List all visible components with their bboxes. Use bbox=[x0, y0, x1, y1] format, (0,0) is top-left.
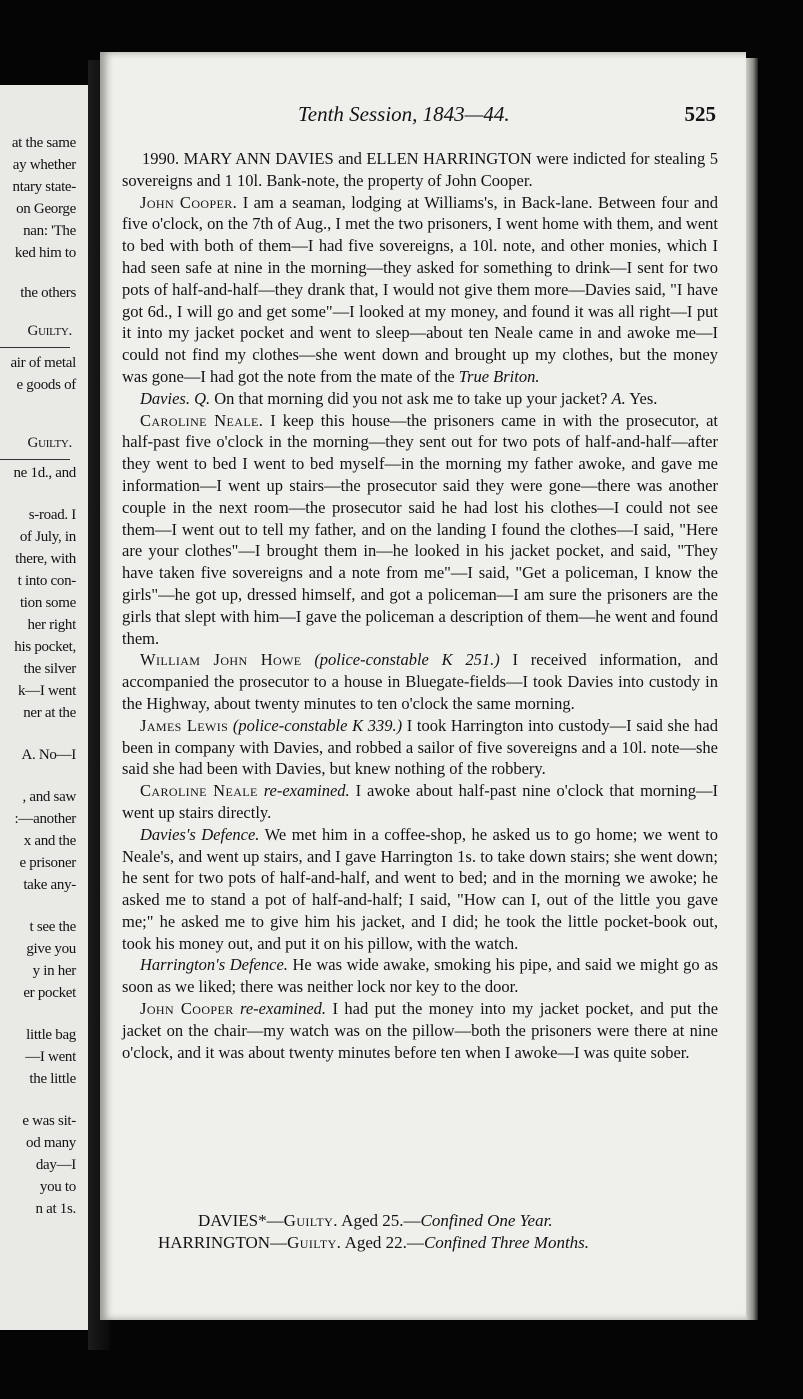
left-page-line: Guilty. bbox=[27, 323, 72, 339]
speaker-name: Davies. bbox=[140, 388, 190, 408]
left-page-line: the others bbox=[20, 285, 76, 301]
indictment-paragraph bbox=[122, 148, 718, 192]
left-page-line: s-road. I bbox=[28, 507, 76, 523]
speaker-role: re-examined. bbox=[263, 781, 350, 801]
left-page-line: x and the bbox=[23, 833, 76, 849]
defendant-name: HARRINGTON— bbox=[158, 1233, 288, 1252]
left-page-line: the silver bbox=[23, 661, 76, 677]
left-page-line: t see the bbox=[29, 919, 76, 935]
page-number: 525 bbox=[684, 102, 716, 126]
ship-name: True Briton. bbox=[458, 366, 540, 386]
defence-heading: Davies's Defence. bbox=[140, 824, 260, 844]
left-page-line: day—I bbox=[35, 1157, 76, 1173]
left-page-line: e goods of bbox=[16, 377, 76, 393]
speaker-name: William John Howe bbox=[140, 650, 302, 670]
left-page-line: ntary state- bbox=[12, 179, 76, 195]
left-page-line: —I went bbox=[25, 1049, 76, 1065]
defence-harrington bbox=[122, 954, 718, 998]
left-page-line: take any- bbox=[23, 877, 76, 893]
left-page-line: tion some bbox=[19, 595, 76, 611]
speaker-name: James Lewis bbox=[140, 715, 229, 735]
left-page-rule bbox=[0, 459, 70, 460]
testimony-cooper-reexamined bbox=[122, 998, 718, 1063]
indictment-text: were indicted for stealing 5 sovereigns and 1 10l. Bank-note, the property of John Cooper. bbox=[122, 149, 718, 190]
left-page-line: at the same bbox=[11, 135, 76, 151]
testimony-john-cooper bbox=[122, 192, 718, 388]
speaker-name: Caroline Neale. bbox=[140, 410, 264, 430]
testimony-text: I received information, and accompanied the prosecutor to a house in Bluegate-fields—I took Davies into custody in the Highway, about twenty minutes to ten o'clock the same morning. bbox=[122, 650, 719, 713]
left-page-line: the little bbox=[29, 1071, 76, 1087]
left-page-line: on George bbox=[16, 201, 76, 217]
speaker-role: re-examined. bbox=[240, 999, 327, 1019]
left-page-line: , and saw bbox=[22, 789, 76, 805]
testimony-text: I keep this house—the prisoners came in with the prosecutor, at half-past five o'clock in the morning—they sent out for two pots of half-and-half—after they went to bed I went to bed myself—in the morning my father awoke, and gave me information—I went up stairs—the prosecutor said they were gone—there was another couple in the next room—the prosecutor said he had lost his clothes—I could not see them—I went out to tell my father, and on the landing I found the clothes—I said, "Here are your clothes"—I brought them in—he looked in his jacket pocket, and said, "They have taken five sovereigns and a note from me"—I said, "Get a policeman, I know the girls"—he got up, dressed himself, and got a policeman—I am sure the prisoners are the girls that slept with him—I gave the policeman a description of them—he went and found them. bbox=[122, 410, 718, 648]
left-page-line: ne 1d., and bbox=[13, 465, 76, 481]
left-page-line: er pocket bbox=[23, 985, 76, 1001]
speaker-name: Caroline Neale bbox=[140, 781, 258, 801]
left-page-line: y in her bbox=[32, 963, 76, 979]
left-page-line: k—I went bbox=[17, 683, 76, 699]
left-page-line: Guilty. bbox=[27, 435, 72, 451]
left-page-line: A. No—I bbox=[21, 747, 76, 763]
left-page-line: air of metal bbox=[10, 355, 76, 371]
left-page-line: ay whether bbox=[12, 157, 76, 173]
left-page-line: of July, in bbox=[19, 529, 76, 545]
left-page-rule bbox=[0, 347, 70, 348]
question-text: On that morning did you not ask me to take up your jacket? bbox=[214, 388, 608, 408]
left-page-line: nan: 'The bbox=[23, 223, 76, 239]
sentence: Confined One Year. bbox=[420, 1211, 553, 1230]
testimony-text: I had put the money into my jacket pocket, and put the jacket on the chair—my watch was on the pillow—both the prisoners were there at nine o'clock, and it was about twenty minutes before ten when I awoke—I was quite sober. bbox=[122, 999, 719, 1062]
defendant-name: DAVIES*— bbox=[198, 1211, 284, 1230]
sentence: Confined Three Months. bbox=[423, 1233, 590, 1252]
testimony-william-howe bbox=[122, 649, 718, 714]
speaker-role: (police-constable K 339.) bbox=[232, 715, 403, 735]
defence-text: He was wide awake, smoking his pipe, and said we might go as soon as we liked; there was neither lock nor key to the door. bbox=[122, 955, 718, 997]
verdict-davies bbox=[198, 1210, 553, 1231]
left-page-line: give you bbox=[26, 941, 76, 957]
left-page-line: you to bbox=[39, 1179, 76, 1195]
left-page-line: od many bbox=[26, 1135, 76, 1151]
answer-text: Yes. bbox=[629, 388, 658, 408]
running-header bbox=[100, 102, 746, 128]
left-page-line: e was sit- bbox=[22, 1113, 76, 1129]
question-davies bbox=[122, 388, 718, 410]
left-page-line: her right bbox=[27, 617, 76, 633]
verdict-word: Guilty. bbox=[283, 1211, 338, 1230]
testimony-neale-reexamined bbox=[122, 780, 718, 824]
defendant-age: Aged 22.— bbox=[344, 1233, 424, 1252]
testimony-text: I awoke about half-past nine o'clock that morning—I went up stairs directly. bbox=[122, 781, 718, 822]
left-page-line: t into con- bbox=[17, 573, 76, 589]
left-page-line: little bag bbox=[26, 1027, 76, 1043]
page-edge bbox=[746, 58, 758, 1320]
left-page-line: there, with bbox=[15, 551, 76, 567]
defence-davies bbox=[122, 824, 718, 955]
defence-text: We met him in a coffee-shop, he asked us to go home; we went to Neale's, and went up stairs, and I gave Harrington 1s. to take down stairs; she went down; he sent for two pots of half-and-half, and went to bed; and in the morning we awoke; he asked me to stand a pot of half-and-half; I said, "How can I, out of the little you gave me;" he asked me to give him his jacket, and I did; he took the little pocket-book out, took his money out, and put it on his pillow, with the watch. bbox=[122, 824, 718, 953]
defendant-names: MARY ANN DAVIES and ELLEN HARRINGTON bbox=[183, 149, 532, 168]
left-page-line: his pocket, bbox=[14, 639, 76, 655]
testimony-text: I am a seaman, lodging at Williams's, in Back-lane. Between four and five o'clock, on the 7th of Aug., I met the two prisoners, I went home with them, and went to bed with both of them—I had five sovereigns, a 10l. note, and other monies, which I had seen safe at nine in the morning—they asked for something to drink—I sent for two pots of half-and-half—they drank that, I would not give them more—Davies said, "I have got 6d., I will go and get some"—I looked at my money, and found it was all right—I put it into my jacket pocket and went to sleep—about ten Neale came in and awoke me—I could not find my clothes—she went down and brought up my clothes, but the money was gone—I had got the note from the mate of the bbox=[122, 192, 718, 386]
case-number: 1990. bbox=[142, 149, 180, 168]
right-page bbox=[100, 52, 746, 1320]
question-marker: Q. bbox=[194, 388, 211, 408]
verdict-harrington bbox=[158, 1232, 589, 1253]
defendant-age: Aged 25.— bbox=[341, 1211, 421, 1230]
session-title: Tenth Session, 1843—44. bbox=[298, 102, 510, 126]
left-page-line: ked him to bbox=[14, 245, 76, 261]
speaker-role: (police-constable K 251.) bbox=[314, 650, 500, 670]
verdict-word: Guilty. bbox=[287, 1233, 342, 1252]
answer-marker: A. bbox=[611, 388, 626, 408]
left-page-fragment bbox=[0, 85, 91, 1330]
defence-heading: Harrington's Defence. bbox=[140, 955, 288, 975]
left-page-line: e prisoner bbox=[19, 855, 76, 871]
testimony-text: I took Harrington into custody—I said she had been in company with Davies, and robbed a sailor of five sovereigns and a 10l. note—she said she had been with Davies, but knew nothing of the robbery. bbox=[122, 715, 718, 779]
left-page-line: :—another bbox=[14, 811, 76, 827]
speaker-name: John Cooper. bbox=[140, 192, 238, 212]
case-text bbox=[122, 148, 718, 1063]
left-page-line: ner at the bbox=[23, 705, 76, 721]
testimony-james-lewis bbox=[122, 715, 718, 780]
left-page-line: n at 1s. bbox=[35, 1201, 76, 1217]
testimony-caroline-neale bbox=[122, 410, 718, 650]
speaker-name: John Cooper bbox=[140, 999, 234, 1019]
